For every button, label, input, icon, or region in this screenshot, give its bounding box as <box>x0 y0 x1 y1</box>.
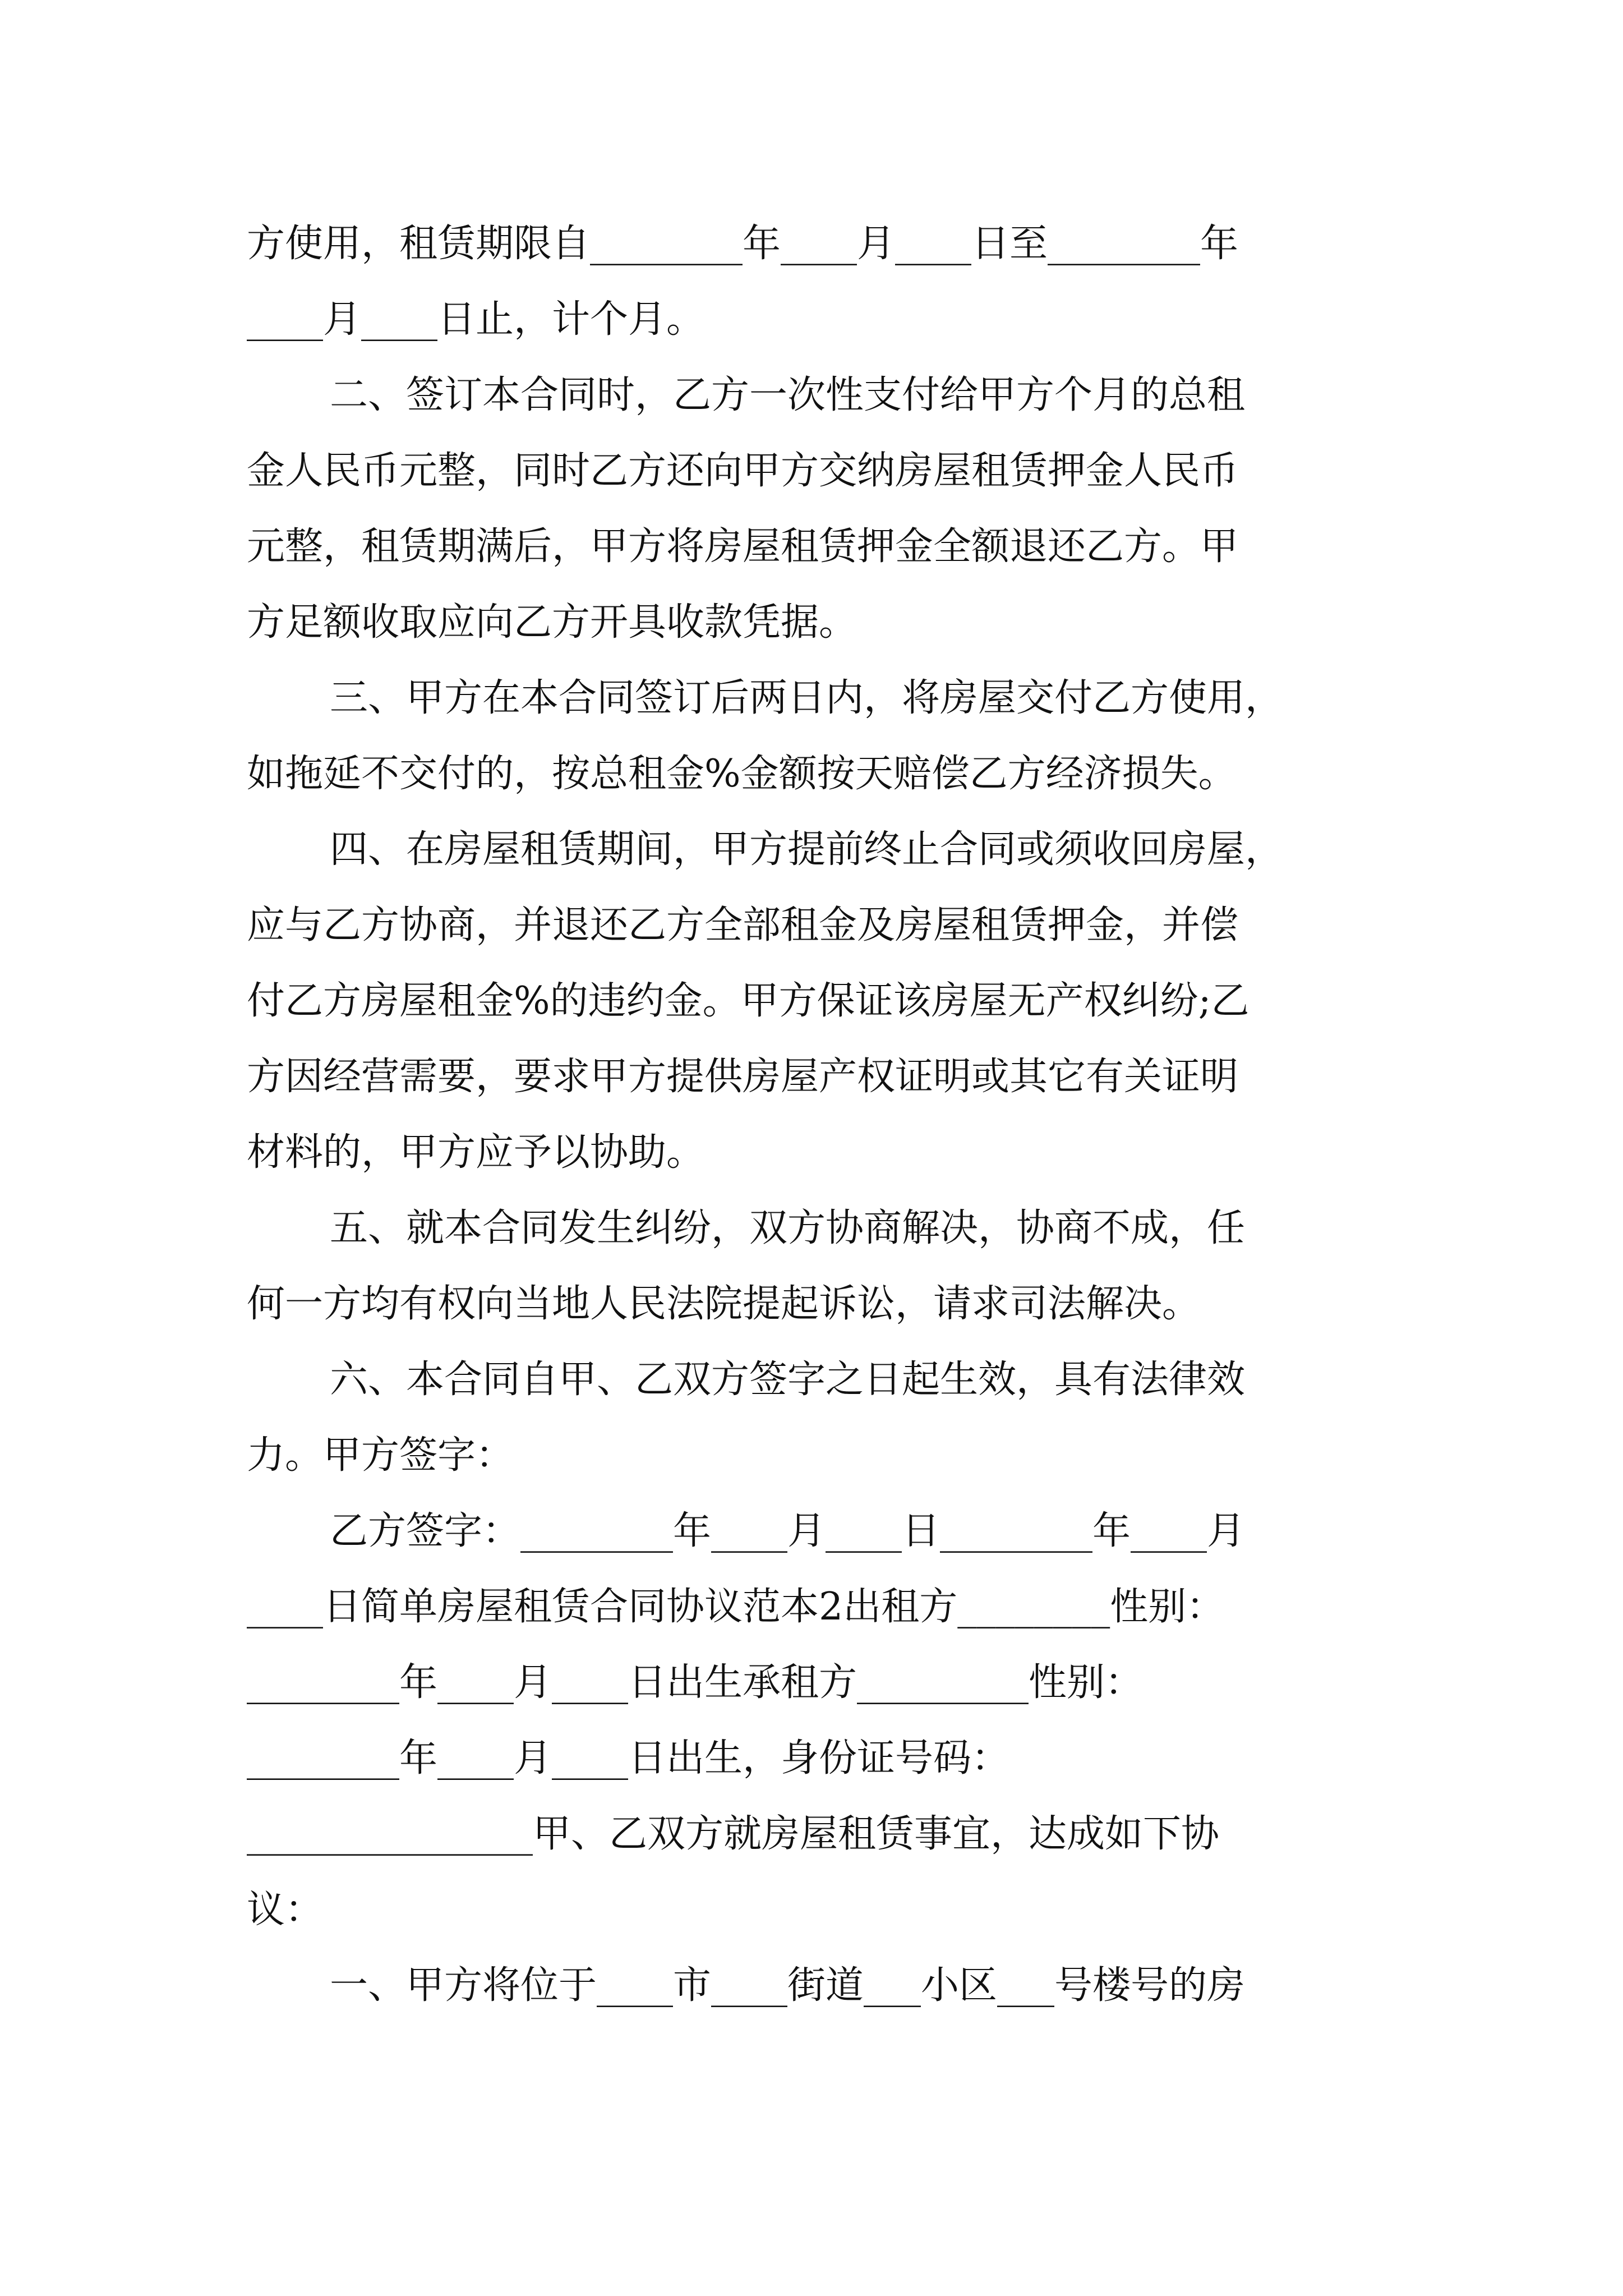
text-line-7-text: 三、甲方在本合同签订后两日内，将房屋交付乙方使用， <box>330 676 1284 720</box>
text-line-4-text: 金人民币元整，同时乙方还向甲方交纳房屋租赁押金人民币 <box>247 449 1239 493</box>
text-line-10-text: 应与乙方协商，并退还乙方全部租金及房屋租赁押金，并偿 <box>247 903 1239 947</box>
text-line-17-text: 力。甲方签字： <box>247 1433 514 1478</box>
text-line-17 <box>247 1422 1380 1489</box>
text-line-19-text: ____日简单房屋租赁合同协议范本2出租方________性别： <box>247 1585 1225 1629</box>
text-line-8-text: 如拖延不交付的，按总租金%金额按天赔偿乙方经济损失。 <box>247 752 1237 796</box>
text-line-8 <box>247 740 1380 808</box>
text-line-7 <box>247 665 1380 732</box>
text-line-2 <box>247 286 1380 353</box>
text-line-2-text: ____月____日止，计个月。 <box>247 297 705 342</box>
text-line-6 <box>247 589 1380 656</box>
text-line-13-text: 材料的，甲方应予以协助。 <box>247 1130 705 1175</box>
text-line-15 <box>247 1271 1380 1338</box>
text-line-14-text: 五、就本合同发生纠纷，双方协商解决，协商不成，任 <box>330 1206 1246 1250</box>
text-line-21-text: ________年____月____日出生，身份证号码： <box>247 1736 1010 1780</box>
text-line-22 <box>247 1801 1380 1868</box>
text-line-22-text: _______________甲、乙双方就房屋租赁事宜，达成如下协 <box>247 1812 1220 1856</box>
text-line-10 <box>247 892 1380 959</box>
text-line-18-text: 乙方签字：________年____月____日________年____月 <box>330 1509 1246 1553</box>
text-line-21 <box>247 1725 1380 1792</box>
text-line-11-text: 付乙方房屋租金%的违约金。甲方保证该房屋无产权纠纷;乙 <box>247 979 1249 1023</box>
text-line-3-text: 二、签订本合同时，乙方一次性支付给甲方个月的总租 <box>330 373 1246 417</box>
text-line-15-text: 何一方均有权向当地人民法院提起诉讼，请求司法解决。 <box>247 1282 1201 1326</box>
text-line-14 <box>247 1195 1380 1262</box>
text-line-11 <box>247 968 1380 1035</box>
text-line-18 <box>247 1498 1380 1565</box>
text-line-9-text: 四、在房屋租赁期间，甲方提前终止合同或须收回房屋， <box>330 827 1284 872</box>
text-line-23 <box>247 1876 1380 1944</box>
text-line-16 <box>247 1346 1380 1414</box>
text-line-3 <box>247 362 1380 429</box>
text-line-6-text: 方足额收取应向乙方开具收款凭据。 <box>247 600 857 645</box>
text-line-9 <box>247 816 1380 884</box>
text-line-5 <box>247 513 1380 581</box>
text-line-24-text: 一、甲方将位于____市____街道___小区___号楼号的房 <box>330 1963 1246 2008</box>
text-line-4 <box>247 438 1380 505</box>
text-line-1 <box>247 210 1380 278</box>
text-line-19 <box>247 1573 1380 1641</box>
text-line-23-text: 议： <box>247 1888 324 1932</box>
text-line-12-text: 方因经营需要，要求甲方提供房屋产权证明或其它有关证明 <box>247 1055 1239 1099</box>
text-line-12 <box>247 1043 1380 1111</box>
text-line-13 <box>247 1119 1380 1186</box>
text-line-16-text: 六、本合同自甲、乙双方签字之日起生效，具有法律效 <box>330 1358 1246 1402</box>
text-line-1-text: 方使用，租赁期限自________年____月____日至________年 <box>247 222 1239 266</box>
text-line-20-text: ________年____月____日出生承租方_________性别： <box>247 1660 1144 1705</box>
text-line-20 <box>247 1649 1380 1717</box>
text-line-5-text: 元整，租赁期满后，甲方将房屋租赁押金全额退还乙方。甲 <box>247 524 1239 569</box>
text-line-24 <box>247 1952 1380 2019</box>
